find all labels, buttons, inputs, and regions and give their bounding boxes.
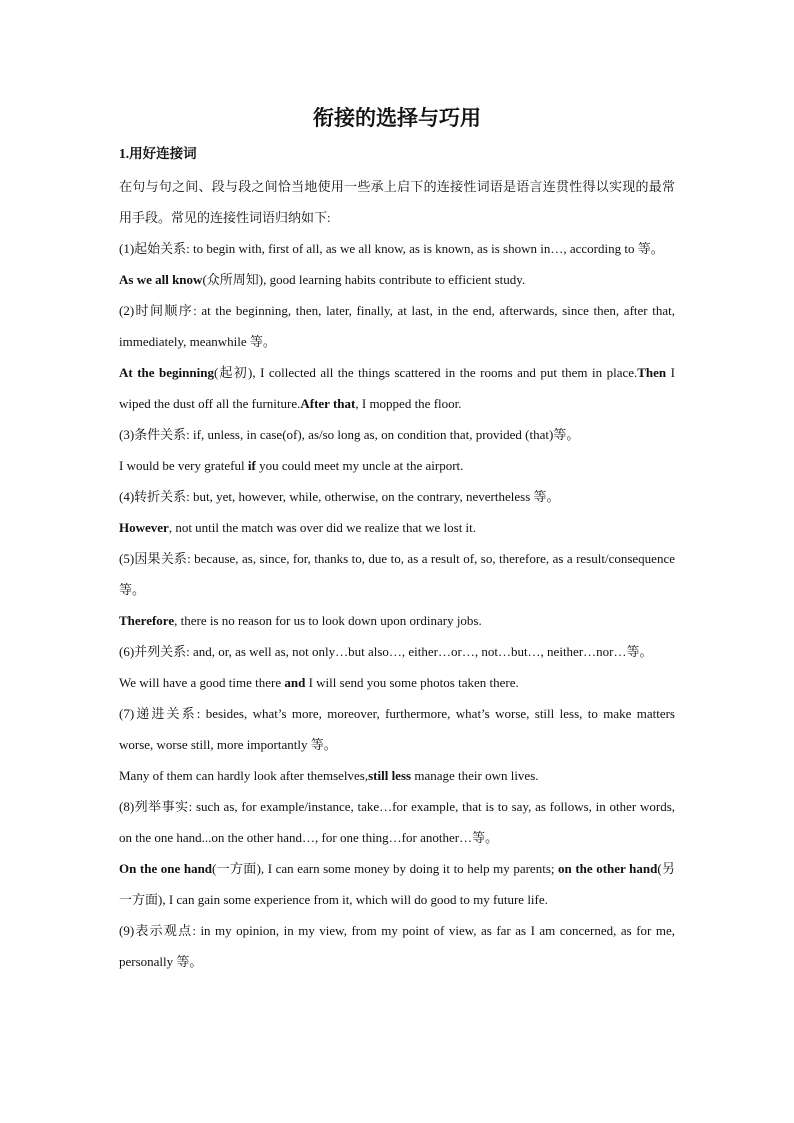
intro-paragraph: 在句与句之间、段与段之间恰当地使用一些承上启下的连接性词语是语言连贯性得以实现的最常用手段。常见的连接性词语归纳如下: <box>119 179 675 225</box>
rule-1: (1)起始关系: to begin with, first of all, as we all know, as is known, as is shown in…, according to 等。 <box>119 241 664 256</box>
example-5-text: , there is no reason for us to look down upon ordinary jobs. <box>174 613 482 628</box>
rule-4: (4)转折关系: but, yet, however, while, otherwise, on the contrary, nevertheless 等。 <box>119 489 560 504</box>
section-heading: 1.用好连接词 <box>119 146 197 161</box>
rule-3: (3)条件关系: if, unless, in case(of), as/so long as, on condition that, provided (that)等。 <box>119 427 580 442</box>
example-1-keyword: As we all know <box>119 272 203 287</box>
example-2 <box>119 357 675 419</box>
page-title: 衔接的选择与巧用 <box>313 106 481 130</box>
example-2-keyword-2: Then <box>637 365 667 380</box>
example-8-keyword-2: on the other hand <box>558 861 658 876</box>
rule-8: (8)列举事实: such as, for example/instance, take…for example, that is to say, as follows, in other words, on the one hand...on the other hand…, for one thing…for another…等。 <box>119 799 675 845</box>
rule-7: (7)递进关系: besides, what’s more, moreover, furthermore, what’s worse, still less, to make matters worse, worse still, more importantly 等。 <box>119 706 675 752</box>
example-4-keyword: However <box>119 520 169 535</box>
example-5 <box>119 605 675 636</box>
example-1-text: (众所周知), good learning habits contribute to efficient study. <box>202 272 526 287</box>
rule-6: (6)并列关系: and, or, as well as, not only…but also…, either…or…, not…but…, neither…nor…等。 <box>119 644 653 659</box>
example-8-text-2: (另一方面), I can gain some experience from it, which will do good to my future life. <box>119 861 675 907</box>
rule-5: (5)因果关系: because, as, since, for, thanks to, due to, as a result of, so, therefore, as a result/consequence等。 <box>119 551 675 597</box>
example-2-keyword-3: After that <box>300 396 356 411</box>
example-2-text-1: (起初), I collected all the things scattered in the rooms and put them in place. <box>213 365 638 380</box>
example-5-keyword: Therefore <box>119 613 175 628</box>
example-7 <box>119 760 675 791</box>
rule-9: (9)表示观点: in my opinion, in my view, from my point of view, as far as I am concerned, as for me, personally 等。 <box>119 923 675 969</box>
example-6-text: I will send you some photos taken there. <box>305 675 519 690</box>
example-8-keyword: On the one hand <box>119 861 213 876</box>
example-7-keyword: still less <box>368 768 412 783</box>
example-6 <box>119 667 675 698</box>
example-3-pre: I would be very grateful <box>119 458 248 473</box>
example-7-text: manage their own lives. <box>411 768 539 783</box>
document-page <box>119 98 675 977</box>
example-3-text: you could meet my uncle at the airport. <box>255 458 464 473</box>
example-6-keyword: and <box>284 675 306 690</box>
example-3-keyword: if <box>247 458 256 473</box>
example-4-text: , not until the match was over did we realize that we lost it. <box>168 520 477 535</box>
example-1 <box>119 264 675 295</box>
example-4 <box>119 512 675 543</box>
example-2-text-2: I wiped the dust off all the furniture. <box>119 365 675 411</box>
rule-2: (2)时间顺序: at the beginning, then, later, finally, at last, in the end, afterwards, since then, after that, immediately, meanwhile 等。 <box>119 303 675 349</box>
example-7-pre: Many of them can hardly look after themselves, <box>119 768 369 783</box>
example-2-keyword: At the beginning <box>119 365 214 380</box>
example-8-text-1: (一方面), I can earn some money by doing it to help my parents; <box>212 861 559 876</box>
example-3 <box>119 450 675 481</box>
example-6-pre: We will have a good time there <box>119 675 285 690</box>
example-2-text-3: , I mopped the floor. <box>355 396 462 411</box>
example-8 <box>119 853 675 915</box>
